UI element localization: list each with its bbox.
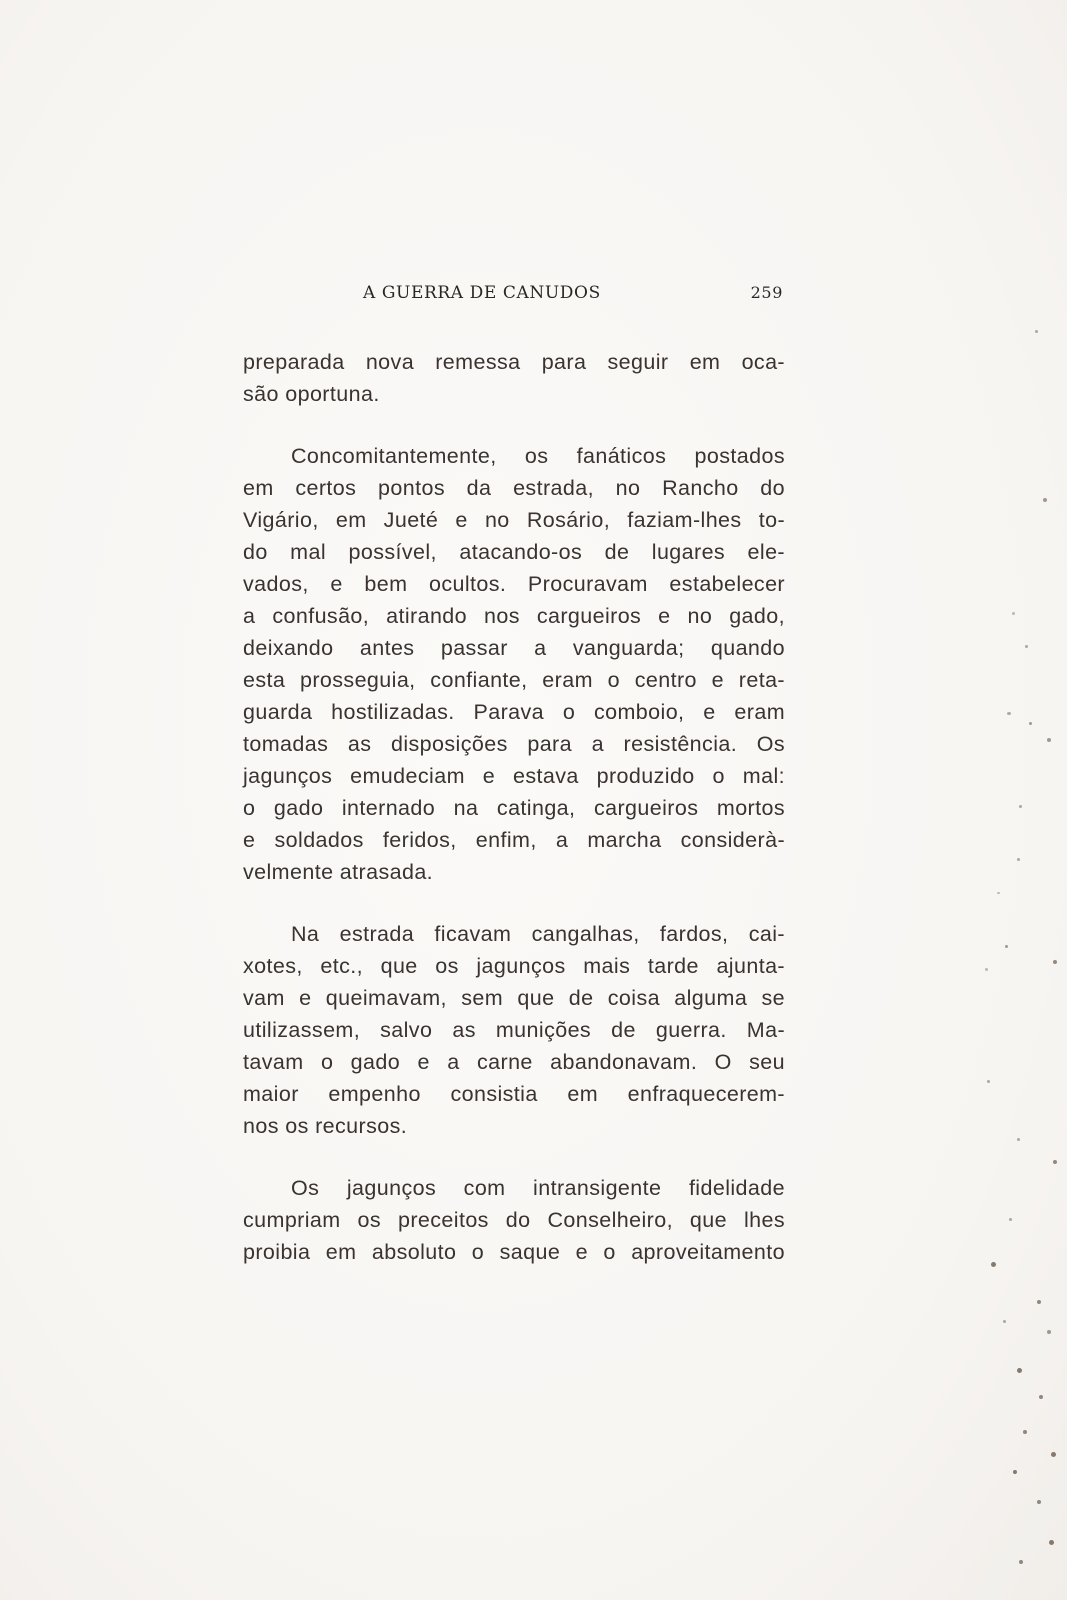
text-line: esta prosseguia, confiante, eram o centro e reta- <box>243 668 785 692</box>
text-line: em certos pontos da estrada, no Rancho do <box>243 476 785 500</box>
text-line: jagunços emudeciam e estava produzido o mal: <box>243 764 785 788</box>
text-line: proibia em absoluto o saque e o aproveitamento <box>243 1240 785 1264</box>
text-line: nos os recursos. <box>243 1114 408 1138</box>
text-line: e soldados feridos, enfim, a marcha considerà- <box>243 828 785 852</box>
paragraph <box>243 440 785 888</box>
running-title: A GUERRA DE CANUDOS <box>363 283 601 303</box>
text-line: Na estrada ficavam cangalhas, fardos, cai- <box>291 922 785 946</box>
text-line: Concomitantemente, os fanáticos postados <box>291 444 785 468</box>
foxing-specks <box>957 0 1067 1600</box>
paragraph <box>243 1172 785 1268</box>
text-line: velmente atrasada. <box>243 860 434 884</box>
text-line: preparada nova remessa para seguir em oca- <box>243 350 785 374</box>
paragraph <box>243 918 785 1142</box>
text-line: cumpriam os preceitos do Conselheiro, que lhes <box>243 1208 785 1232</box>
text-line: vam e queimavam, sem que de coisa alguma se <box>243 986 785 1010</box>
text-line: Os jagunços com intransigente fidelidade <box>291 1176 785 1200</box>
text-line: utilizassem, salvo as munições de guerra. Ma- <box>243 1018 785 1042</box>
text-line: Vigário, em Jueté e no Rosário, faziam-lhes to- <box>243 508 785 532</box>
text-line: guarda hostilizadas. Parava o comboio, e eram <box>243 700 785 724</box>
text-line: deixando antes passar a vanguarda; quando <box>243 636 785 660</box>
text-line: o gado internado na catinga, cargueiros mortos <box>243 796 785 820</box>
page-number: 259 <box>750 283 783 302</box>
body-text <box>243 346 785 1268</box>
paragraph <box>243 346 785 410</box>
text-line: a confusão, atirando nos cargueiros e no gado, <box>243 604 785 628</box>
text-line: tomadas as disposições para a resistência. Os <box>243 732 785 756</box>
text-line: do mal possível, atacando-os de lugares ele- <box>243 540 785 564</box>
text-line: maior empenho consistia em enfraquecerem- <box>243 1082 785 1106</box>
text-line: xotes, etc., que os jagunços mais tarde ajunta- <box>243 954 785 978</box>
text-line: tavam o gado e a carne abandonavam. O seu <box>243 1050 785 1074</box>
text-line: são oportuna. <box>243 382 380 406</box>
text-line: vados, e bem ocultos. Procuravam estabelecer <box>243 572 785 596</box>
